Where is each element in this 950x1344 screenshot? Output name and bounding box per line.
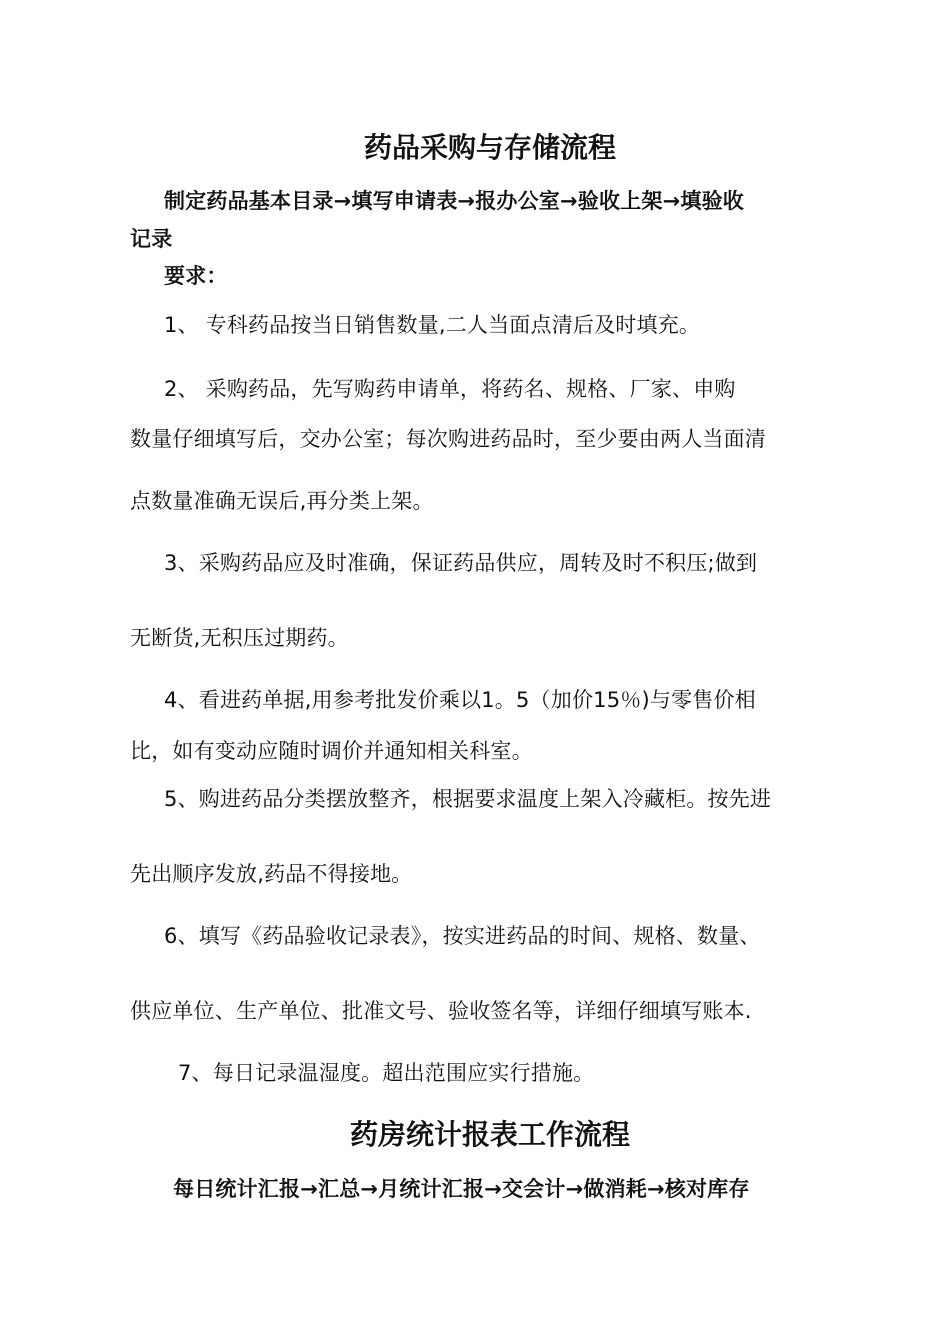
requirement-5-line: 先出顺序发放,药品不得接地。	[130, 862, 413, 886]
requirement-1-line: 1、 专科药品按当日销售数量,二人当面点清后及时填充。	[164, 313, 701, 337]
section1-flow-line2: 记录	[130, 227, 173, 251]
requirements-label: 要求：	[164, 264, 228, 288]
requirement-4-line: 4、看进药单据,用参考批发价乘以1。5（加价15％)与零售价相	[164, 688, 756, 712]
requirement-2-line: 点数量准确无误后,再分类上架。	[130, 489, 434, 513]
requirement-3-line: 3、采购药品应及时准确，保证药品供应，周转及时不积压;做到	[164, 551, 758, 575]
section2-title: 药房统计报表工作流程	[349, 1118, 630, 1151]
requirement-6-line: 供应单位、生产单位、批准文号、验收签名等，详细仔细填写账本.	[130, 999, 752, 1023]
requirement-2-line: 2、 采购药品，先写购药申请单，将药名、规格、厂家、申购	[164, 377, 736, 401]
section1-title: 药品采购与存储流程	[363, 131, 616, 164]
requirement-5-line: 5、购进药品分类摆放整齐，根据要求温度上架入冷藏柜。按先进	[164, 787, 772, 811]
requirement-4-line: 比，如有变动应随时调价并通知相关科室。	[130, 739, 533, 763]
requirement-6-line: 6、填写《药品验收记录表》，按实进药品的时间、规格、数量、	[164, 924, 761, 948]
requirement-3-line: 无断货,无积压过期药。	[130, 626, 349, 650]
requirement-2-line: 数量仔细填写后，交办公室；每次购进药品时，至少要由两人当面清	[130, 427, 766, 451]
section2-flow-line: 每日统计汇报→汇总→月统计汇报→交会计→做消耗→核对库存	[173, 1177, 750, 1201]
section1-flow-line1: 制定药品基本目录→填写申请表→报办公室→验收上架→填验收	[164, 189, 744, 213]
requirement-7-line: 7、每日记录温湿度。超出范围应实行措施。	[178, 1061, 595, 1085]
